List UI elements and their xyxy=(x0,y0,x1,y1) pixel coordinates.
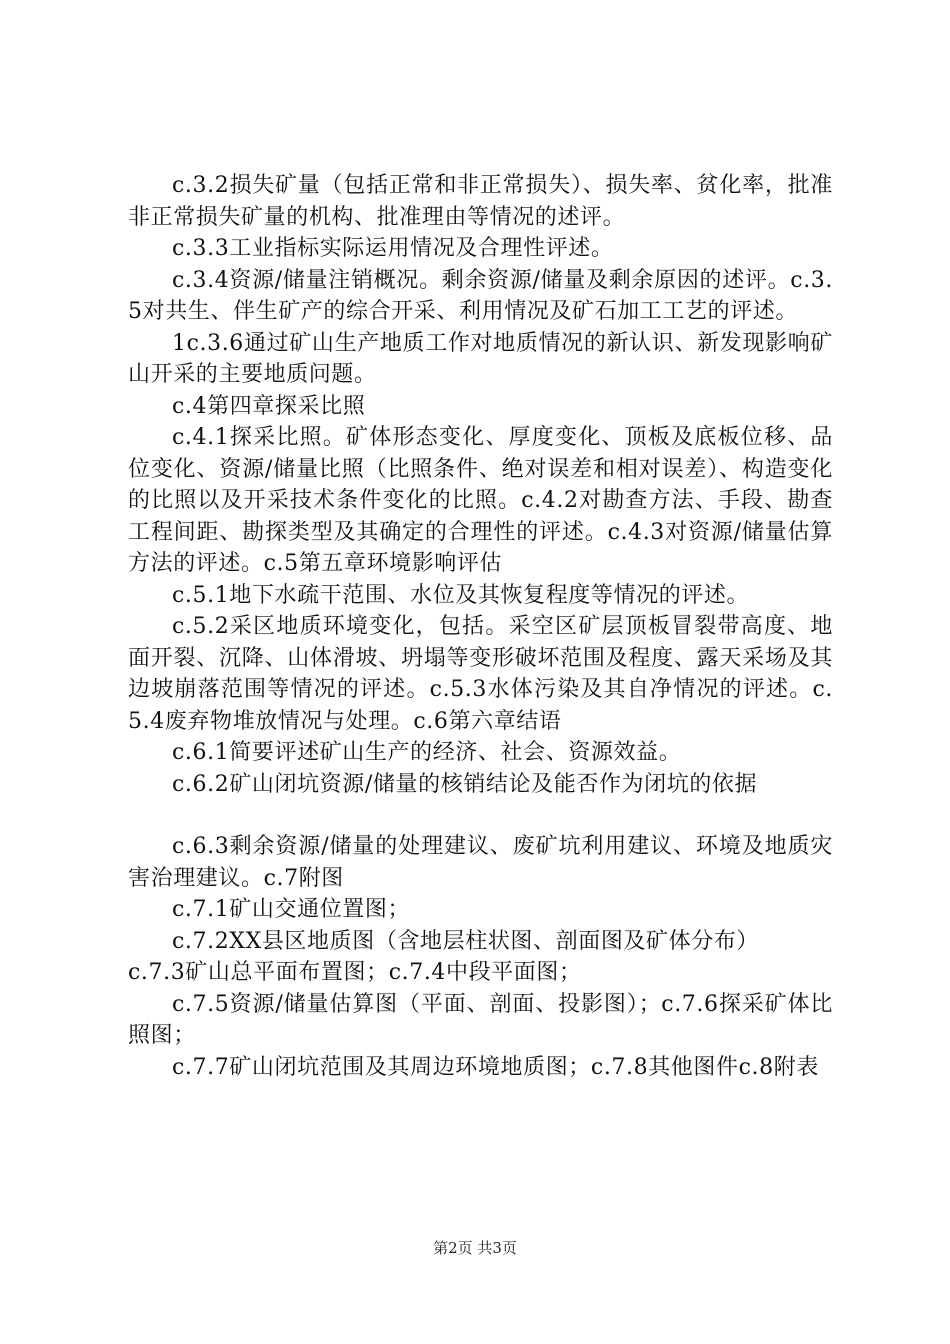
paragraph-c-3-3: c.3.3工业指标实际运用情况及合理性评述。 xyxy=(172,236,614,261)
paragraph-c-7-5: c.7.5资源/储量估算图（平面、剖面、投影图）；c.7.6探采矿体比照图； xyxy=(128,991,833,1048)
paragraph-c-3-6: 1c.3.6通过矿山生产地质工作对地质情况的新认识、新发现影响矿山开采的主要地质问题。 xyxy=(128,330,833,387)
paragraph-c-7-3: c.7.3矿山总平面布置图；c.7.4中段平面图； xyxy=(128,960,582,985)
paragraph-c-4-1: c.4.1探采比照。矿体形态变化、厚度变化、顶板及底板位移、品位变化、资源/储量比照（比照条件、绝对误差和相对误差）、构造变化的比照以及开采技术条件变化的比照。c.4.2对勘查方法、手段、勘查工程间距、勘探类型及其确定的合理性的评述。c.4.3对资源/储量估算方法的评述。c.5第五章环境影响评估 xyxy=(128,425,833,576)
page-number-footer: 第2页 共3页 xyxy=(433,1239,517,1257)
paragraph-c-6-1: c.6.1简要评述矿山生产的经济、社会、资源效益。 xyxy=(172,740,682,765)
heading-chapter-4: c.4第四章探采比照 xyxy=(172,393,366,419)
paragraph-c-7-1: c.7.1矿山交通位置图； xyxy=(172,897,411,922)
paragraph-c-6-2: c.6.2矿山闭坑资源/储量的核销结论及能否作为闭坑的依据 xyxy=(172,771,758,797)
paragraph-c-6-3: c.6.3剩余资源/储量的处理建议、废矿坑利用建议、环境及地质灾害治理建议。c.7附图 xyxy=(128,834,833,891)
paragraph-c-5-1: c.5.1地下水疏干范围、水位及其恢复程度等情况的评述。 xyxy=(172,582,750,608)
document-body xyxy=(128,170,833,1083)
paragraph-c-3-2: c.3.2损失矿量（包括正常和非正常损失）、损失率、贫化率，批准非正常损失矿量的机构、批准理由等情况的述评。 xyxy=(128,173,833,230)
paragraph-c-7-7: c.7.7矿山闭坑范围及其周边环境地质图；c.7.8其他图件c.8附表 xyxy=(172,1054,819,1080)
paragraph-c-5-2: c.5.2采区地质环境变化，包括。采空区矿层顶板冒裂带高度、地面开裂、沉降、山体滑坡、坍塌等变形破坏范围及程度、露天采场及其边坡崩落范围等情况的评述。c.5.3水体污染及其自净情况的评述。c.5.4废弃物堆放情况与处理。c.6第六章结语 xyxy=(128,614,833,734)
paragraph-c-3-4: c.3.4资源/储量注销概况。剩余资源/储量及剩余原因的述评。c.3.5对共生、伴生矿产的综合开采、利用情况及矿石加工工艺的评述。 xyxy=(128,267,833,324)
paragraph-c-7-2: c.7.2XX县区地质图（含地层柱状图、剖面图及矿体分布） xyxy=(172,928,760,954)
